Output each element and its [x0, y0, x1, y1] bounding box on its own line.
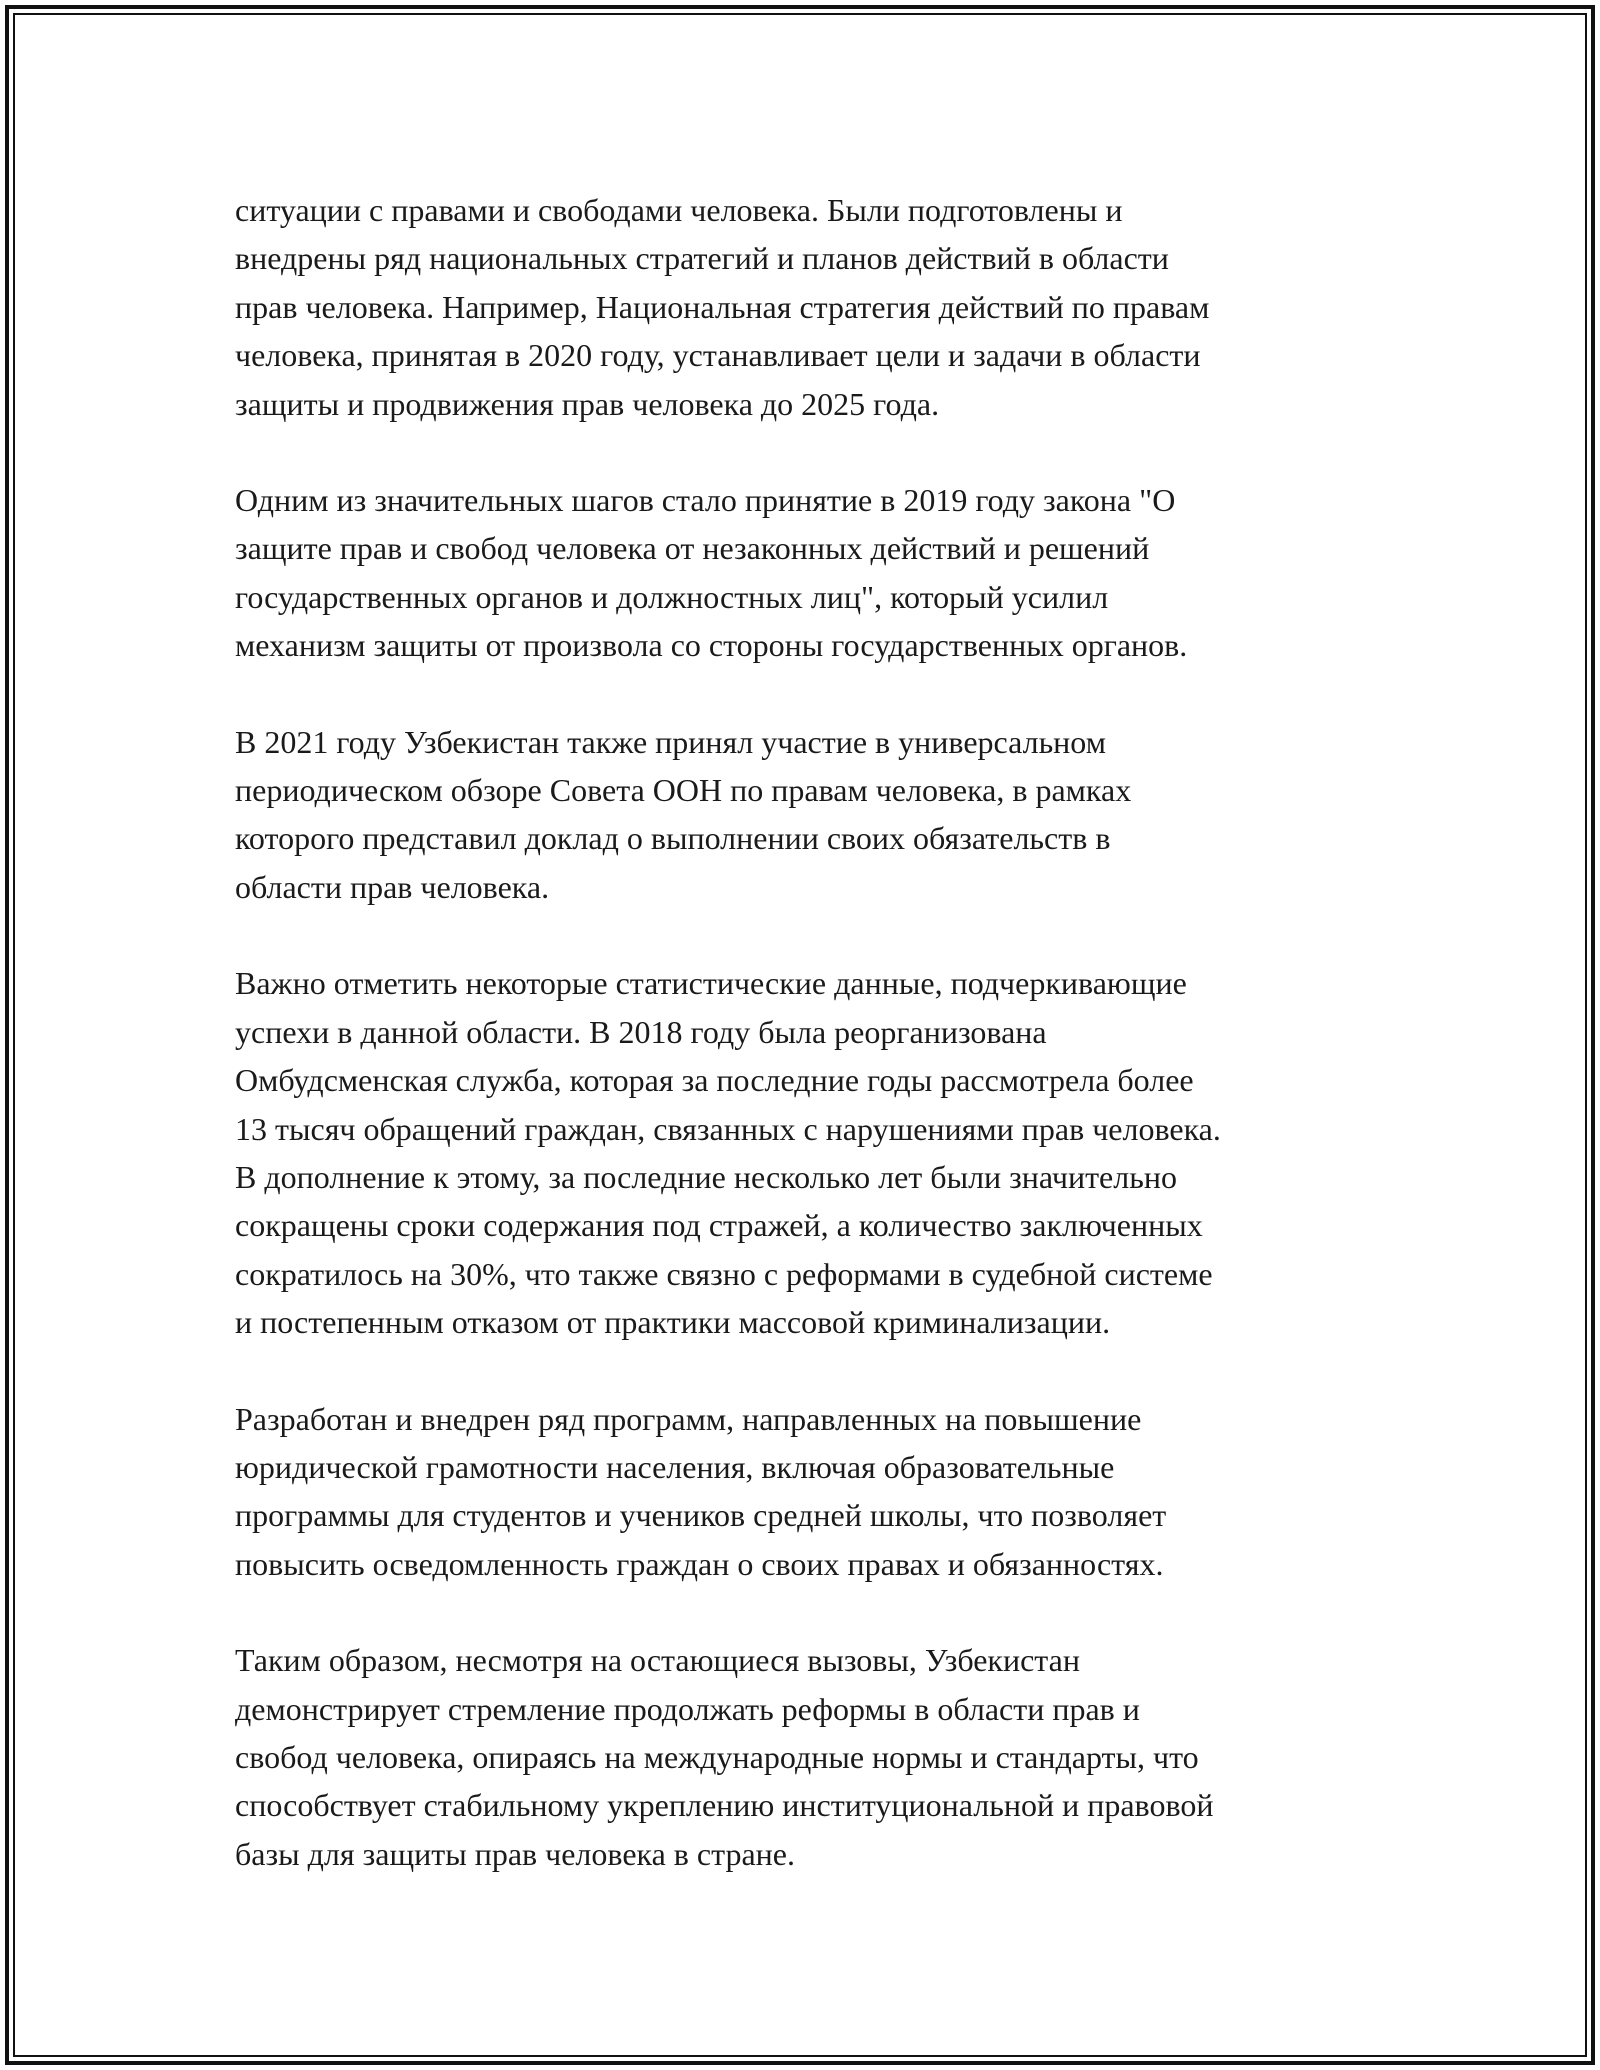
text-line: государственных органов и должностных лиц", который усилил [235, 578, 1109, 615]
text-line: периодическом обзоре Совета ООН по правам человека, в рамках [235, 772, 1132, 809]
text-line: Разработан и внедрен ряд программ, направленных на повышение [235, 1400, 1142, 1437]
text-line: повысить осведомленность граждан о своих правах и обязанностях. [235, 1545, 1164, 1582]
paragraph-un-review-2021 [235, 718, 1385, 912]
text-line: внедрены ряд национальных стратегий и планов действий в области [235, 240, 1169, 277]
text-line: защите прав и свобод человека от незаконных действий и решений [235, 530, 1150, 567]
paragraph-conclusion [235, 1636, 1385, 1878]
text-line: человека, принятая в 2020 году, устанавливает цели и задачи в области [235, 337, 1201, 374]
text-line: области прав человека. [235, 868, 550, 905]
text-line: Важно отметить некоторые статистические данные, подчеркивающие [235, 965, 1187, 1002]
text-line: сокращены сроки содержания под стражей, а количество заключенных [235, 1207, 1203, 1244]
text-line: сократилось на 30%, что также связно с реформами в судебной системе [235, 1255, 1213, 1292]
text-line: прав человека. Например, Национальная стратегия действий по правам [235, 288, 1210, 325]
text-line: механизм защиты от произвола со стороны государственных органов. [235, 627, 1188, 664]
text-line: В дополнение к этому, за последние несколько лет были значительно [235, 1158, 1177, 1195]
text-line: базы для защиты прав человека в стране. [235, 1835, 795, 1872]
text-line: способствует стабильному укреплению институциональной и правовой [235, 1787, 1214, 1824]
text-line: 13 тысяч обращений граждан, связанных с нарушениями прав человека. [235, 1110, 1221, 1147]
text-line: которого представил доклад о выполнении своих обязательств в [235, 820, 1111, 857]
text-line: юридической грамотности населения, включая образовательные [235, 1448, 1115, 1485]
text-line: Таким образом, несмотря на остающиеся вызовы, Узбекистан [235, 1642, 1080, 1679]
text-line: Омбудсменская служба, которая за последние годы рассмотрела более [235, 1062, 1194, 1099]
text-line: свобод человека, опираясь на международные нормы и стандарты, что [235, 1738, 1199, 1775]
text-line: В 2021 году Узбекистан также принял участие в универсальном [235, 723, 1106, 760]
text-line: и постепенным отказом от практики массовой криминализации. [235, 1304, 1111, 1341]
paragraph-legal-literacy [235, 1395, 1385, 1589]
text-line: защиты и продвижения прав человека до 2025 года. [235, 385, 940, 422]
text-line: демонстрирует стремление продолжать реформы в области прав и [235, 1690, 1140, 1727]
text-line: ситуации с правами и свободами человека. Были подготовлены и [235, 192, 1123, 228]
text-line: программы для студентов и учеников средней школы, что позволяет [235, 1497, 1167, 1534]
text-line: успехи в данной области. В 2018 году была реорганизована [235, 1013, 1047, 1050]
paragraph-2019-law [235, 476, 1385, 670]
paragraph-human-rights-strategies [235, 186, 1385, 428]
text-line: Одним из значительных шагов стало принятие в 2019 году закона "О [235, 482, 1176, 519]
paragraph-statistics [235, 959, 1385, 1346]
document-body [235, 186, 1385, 1926]
